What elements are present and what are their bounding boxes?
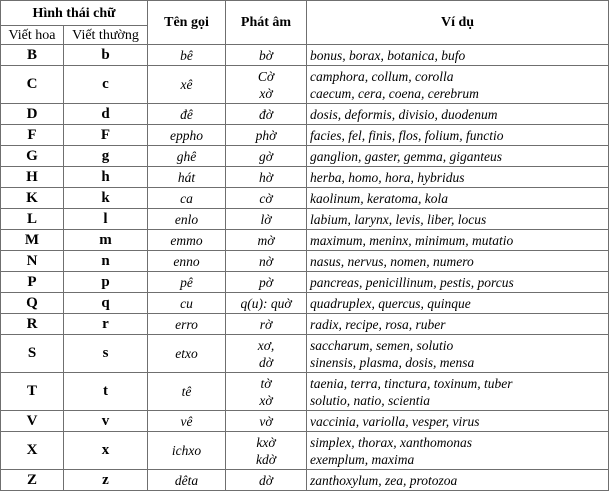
example-line: dosis, deformis, divisio, duodenum xyxy=(310,106,498,122)
example-line: camphora, collum, corolla xyxy=(310,68,454,84)
example-line: quadruplex, quercus, quinque xyxy=(310,295,471,311)
example-cell xyxy=(307,104,609,125)
table-row xyxy=(1,167,609,188)
name-cell: eppho xyxy=(148,125,226,146)
example-line: facies, fel, finis, flos, folium, functio xyxy=(310,127,504,143)
pronunciation-cell xyxy=(226,209,307,230)
lowercase-cell: q xyxy=(64,293,148,314)
pronunciation-cell xyxy=(226,167,307,188)
lowercase-cell: s xyxy=(64,335,148,373)
example-cell xyxy=(307,230,609,251)
example-line: herba, homo, hora, hybridus xyxy=(310,169,465,185)
header-pronunciation: Phát âm xyxy=(226,1,307,45)
example-line: taenia, terra, tinctura, toxinum, tuber xyxy=(310,375,513,391)
uppercase-cell: C xyxy=(1,66,64,104)
pronunciation-cell xyxy=(226,314,307,335)
name-cell: ghê xyxy=(148,146,226,167)
uppercase-cell: S xyxy=(1,335,64,373)
lowercase-cell: z xyxy=(64,470,148,491)
example-line: pancreas, penicillinum, pestis, porcus xyxy=(310,274,514,290)
name-cell: ca xyxy=(148,188,226,209)
name-cell: erro xyxy=(148,314,226,335)
pronunciation-line: bờ xyxy=(259,47,273,63)
pronunciation-line: xơ, xyxy=(257,337,275,353)
example-cell xyxy=(307,45,609,66)
lowercase-cell: v xyxy=(64,411,148,432)
name-cell: vê xyxy=(148,411,226,432)
uppercase-cell: P xyxy=(1,272,64,293)
name-cell: etxo xyxy=(148,335,226,373)
example-cell xyxy=(307,293,609,314)
pronunciation-line: tờ xyxy=(260,375,272,391)
example-line: saccharum, semen, solutio xyxy=(310,337,454,353)
uppercase-cell: Q xyxy=(1,293,64,314)
example-line: caecum, cera, coena, cerebrum xyxy=(310,85,479,101)
example-cell xyxy=(307,125,609,146)
example-line: labium, larynx, levis, liber, locus xyxy=(310,211,487,227)
name-cell: tê xyxy=(148,373,226,411)
pronunciation-cell xyxy=(226,125,307,146)
example-cell xyxy=(307,470,609,491)
pronunciation-line: pờ xyxy=(259,274,273,290)
table-row xyxy=(1,66,609,104)
table-row xyxy=(1,411,609,432)
header-uppercase: Viết hoa xyxy=(1,26,64,45)
pronunciation-cell xyxy=(226,104,307,125)
table-row xyxy=(1,230,609,251)
table-body xyxy=(1,45,609,491)
pronunciation-cell xyxy=(226,470,307,491)
pronunciation-cell xyxy=(226,272,307,293)
header-example: Ví dụ xyxy=(307,1,609,45)
uppercase-cell: T xyxy=(1,373,64,411)
lowercase-cell: n xyxy=(64,251,148,272)
table-row xyxy=(1,432,609,470)
name-cell: ichxo xyxy=(148,432,226,470)
example-line: nasus, nervus, nomen, numero xyxy=(310,253,474,269)
table-row xyxy=(1,293,609,314)
pronunciation-line: rờ xyxy=(259,316,273,332)
example-cell xyxy=(307,188,609,209)
pronunciation-cell xyxy=(226,66,307,104)
pronunciation-cell xyxy=(226,293,307,314)
pronunciation-cell xyxy=(226,45,307,66)
example-cell xyxy=(307,335,609,373)
example-line: vaccinia, variolla, vesper, virus xyxy=(310,413,480,429)
uppercase-cell: G xyxy=(1,146,64,167)
pronunciation-line: phờ xyxy=(255,127,277,143)
example-cell xyxy=(307,411,609,432)
example-cell xyxy=(307,146,609,167)
uppercase-cell: V xyxy=(1,411,64,432)
pronunciation-cell xyxy=(226,230,307,251)
table-row xyxy=(1,373,609,411)
name-cell: emmo xyxy=(148,230,226,251)
name-cell: cu xyxy=(148,293,226,314)
table-row xyxy=(1,335,609,373)
example-line: bonus, borax, botanica, bufo xyxy=(310,47,466,63)
uppercase-cell: X xyxy=(1,432,64,470)
example-line: exemplum, maxima xyxy=(310,451,415,467)
lowercase-cell: g xyxy=(64,146,148,167)
lowercase-cell: c xyxy=(64,66,148,104)
name-cell: dêta xyxy=(148,470,226,491)
pronunciation-line: q(u): quờ xyxy=(240,295,292,311)
uppercase-cell: N xyxy=(1,251,64,272)
example-line: sinensis, plasma, dosis, mensa xyxy=(310,354,475,370)
name-cell: enno xyxy=(148,251,226,272)
example-line: maximum, meninx, minimum, mutatio xyxy=(310,232,514,248)
header-name: Tên gọi xyxy=(148,1,226,45)
table-row xyxy=(1,314,609,335)
pronunciation-line: lờ xyxy=(260,211,272,227)
pronunciation-line: nờ xyxy=(259,253,273,269)
name-cell: xê xyxy=(148,66,226,104)
pronunciation-line: dờ xyxy=(259,472,273,488)
pronunciation-line: đờ xyxy=(259,106,273,122)
lowercase-cell: x xyxy=(64,432,148,470)
example-line: zanthoxylum, zea, protozoa xyxy=(310,472,458,488)
example-line: ganglion, gaster, gemma, giganteus xyxy=(310,148,502,164)
table-row xyxy=(1,45,609,66)
pronunciation-line: dờ xyxy=(259,354,273,370)
pronunciation-line: vờ xyxy=(259,413,273,429)
pronunciation-cell xyxy=(226,251,307,272)
table-row xyxy=(1,125,609,146)
lowercase-cell: F xyxy=(64,125,148,146)
example-cell xyxy=(307,432,609,470)
pronunciation-line: xờ xyxy=(259,392,273,408)
name-cell: bê xyxy=(148,45,226,66)
uppercase-cell: H xyxy=(1,167,64,188)
pronunciation-line: xờ xyxy=(259,85,273,101)
table-row xyxy=(1,146,609,167)
example-line: solutio, natio, scientia xyxy=(310,392,430,408)
pronunciation-cell xyxy=(226,146,307,167)
example-cell xyxy=(307,167,609,188)
lowercase-cell: m xyxy=(64,230,148,251)
example-cell xyxy=(307,66,609,104)
pronunciation-line: gờ xyxy=(259,148,273,164)
example-line: simplex, thorax, xanthomonas xyxy=(310,434,472,450)
pronunciation-cell xyxy=(226,411,307,432)
uppercase-cell: D xyxy=(1,104,64,125)
table-row xyxy=(1,104,609,125)
lowercase-cell: b xyxy=(64,45,148,66)
name-cell: enlo xyxy=(148,209,226,230)
table-row xyxy=(1,188,609,209)
header-lowercase: Viết thường xyxy=(64,26,148,45)
example-cell xyxy=(307,251,609,272)
name-cell: pê xyxy=(148,272,226,293)
uppercase-cell: Z xyxy=(1,470,64,491)
pronunciation-cell xyxy=(226,432,307,470)
example-cell xyxy=(307,373,609,411)
table-row xyxy=(1,209,609,230)
uppercase-cell: L xyxy=(1,209,64,230)
name-cell: hát xyxy=(148,167,226,188)
lowercase-cell: l xyxy=(64,209,148,230)
pronunciation-line: kxờ xyxy=(256,434,276,450)
table-row xyxy=(1,272,609,293)
uppercase-cell: B xyxy=(1,45,64,66)
pronunciation-line: mờ xyxy=(257,232,275,248)
example-cell xyxy=(307,314,609,335)
lowercase-cell: h xyxy=(64,167,148,188)
example-line: kaolinum, keratoma, kola xyxy=(310,190,448,206)
table-row xyxy=(1,251,609,272)
pronunciation-line: kdờ xyxy=(256,451,276,467)
pronunciation-line: hờ xyxy=(259,169,273,185)
lowercase-cell: t xyxy=(64,373,148,411)
example-line: radix, recipe, rosa, ruber xyxy=(310,316,446,332)
lowercase-cell: r xyxy=(64,314,148,335)
pronunciation-line: cờ xyxy=(259,190,273,206)
lowercase-cell: k xyxy=(64,188,148,209)
pronunciation-line: Cờ xyxy=(257,68,275,84)
pronunciation-cell xyxy=(226,373,307,411)
header-letter-form: Hình thái chữ xyxy=(1,1,148,26)
uppercase-cell: R xyxy=(1,314,64,335)
uppercase-cell: K xyxy=(1,188,64,209)
pronunciation-cell xyxy=(226,335,307,373)
lowercase-cell: p xyxy=(64,272,148,293)
lowercase-cell: d xyxy=(64,104,148,125)
name-cell: đê xyxy=(148,104,226,125)
example-cell xyxy=(307,209,609,230)
pronunciation-cell xyxy=(226,188,307,209)
uppercase-cell: M xyxy=(1,230,64,251)
example-cell xyxy=(307,272,609,293)
uppercase-cell: F xyxy=(1,125,64,146)
table-row xyxy=(1,470,609,491)
